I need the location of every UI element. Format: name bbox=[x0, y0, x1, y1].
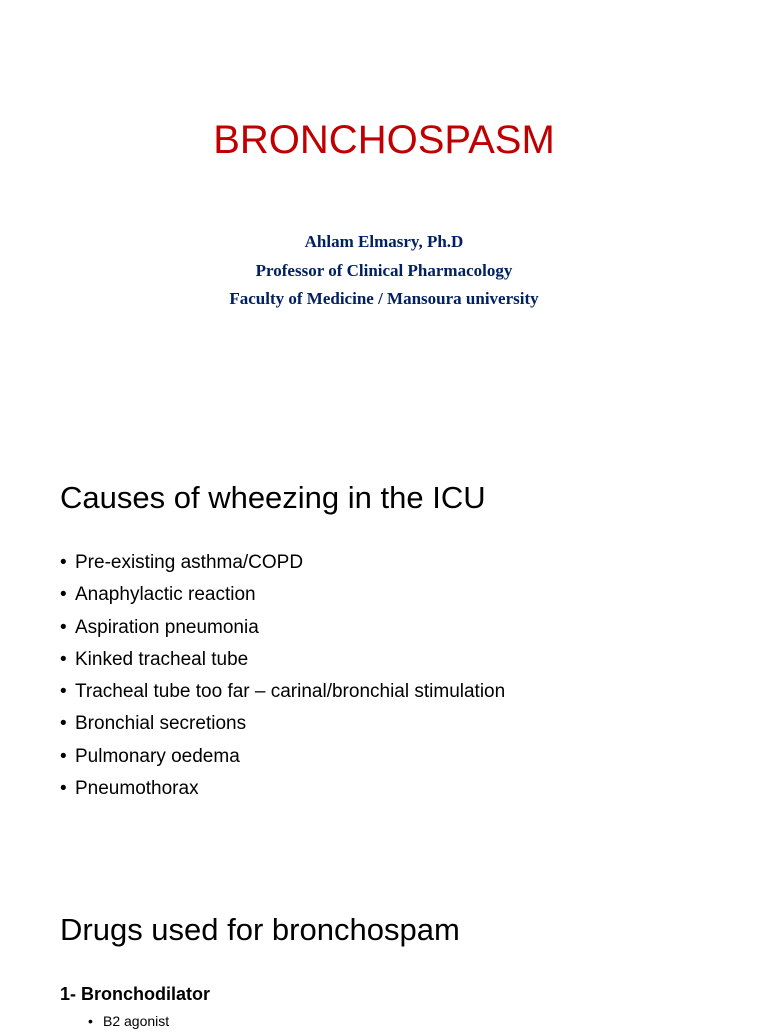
list-item-text: Pre-existing asthma/COPD bbox=[75, 552, 304, 573]
bronchodilator-subheading: 1- Bronchodilator bbox=[60, 984, 211, 1004]
list-item bbox=[60, 773, 505, 805]
bullet-icon: • bbox=[60, 778, 67, 800]
drugs-slide bbox=[0, 860, 768, 1029]
author-position: Professor of Clinical Pharmacology bbox=[255, 260, 513, 280]
causes-list bbox=[60, 547, 505, 805]
list-item bbox=[60, 676, 505, 708]
bullet-icon: • bbox=[60, 616, 67, 638]
list-item-text: Tracheal tube too far – carinal/bronchial stimulation bbox=[75, 681, 506, 703]
list-item-text: Pulmonary oedema bbox=[75, 745, 240, 767]
presentation-title: BRONCHOSPASM bbox=[213, 118, 555, 162]
list-item-text: Aspiration pneumonia bbox=[75, 616, 259, 638]
author-name: Ahlam Elmasry, Ph.D bbox=[304, 232, 464, 251]
author-block bbox=[0, 228, 768, 314]
list-item-text: Pneumothorax bbox=[75, 778, 199, 800]
bullet-icon: • bbox=[60, 713, 67, 735]
list-item bbox=[60, 612, 505, 644]
author-affiliation: Faculty of Medicine / Mansoura university bbox=[229, 289, 539, 308]
causes-heading: Causes of wheezing in the ICU bbox=[60, 480, 486, 515]
bullet-icon: • bbox=[60, 648, 67, 670]
bullet-icon: • bbox=[60, 745, 67, 767]
list-item bbox=[60, 579, 505, 611]
bullet-icon: • bbox=[60, 584, 67, 606]
list-item bbox=[88, 1010, 169, 1032]
list-item bbox=[60, 547, 505, 579]
list-item-text: B2 agonist bbox=[103, 1013, 170, 1029]
list-item-text: Kinked tracheal tube bbox=[75, 648, 249, 670]
list-item-text: Bronchial secretions bbox=[75, 713, 247, 735]
bullet-icon: • bbox=[88, 1013, 93, 1029]
causes-slide bbox=[0, 420, 768, 860]
list-item bbox=[60, 644, 505, 676]
list-item bbox=[60, 708, 505, 740]
bullet-icon: • bbox=[60, 552, 67, 573]
bullet-icon: • bbox=[60, 681, 67, 703]
drugs-heading: Drugs used for bronchospam bbox=[60, 912, 460, 947]
title-slide bbox=[0, 0, 768, 420]
list-item bbox=[60, 741, 505, 773]
list-item-text: Anaphylactic reaction bbox=[75, 584, 256, 606]
